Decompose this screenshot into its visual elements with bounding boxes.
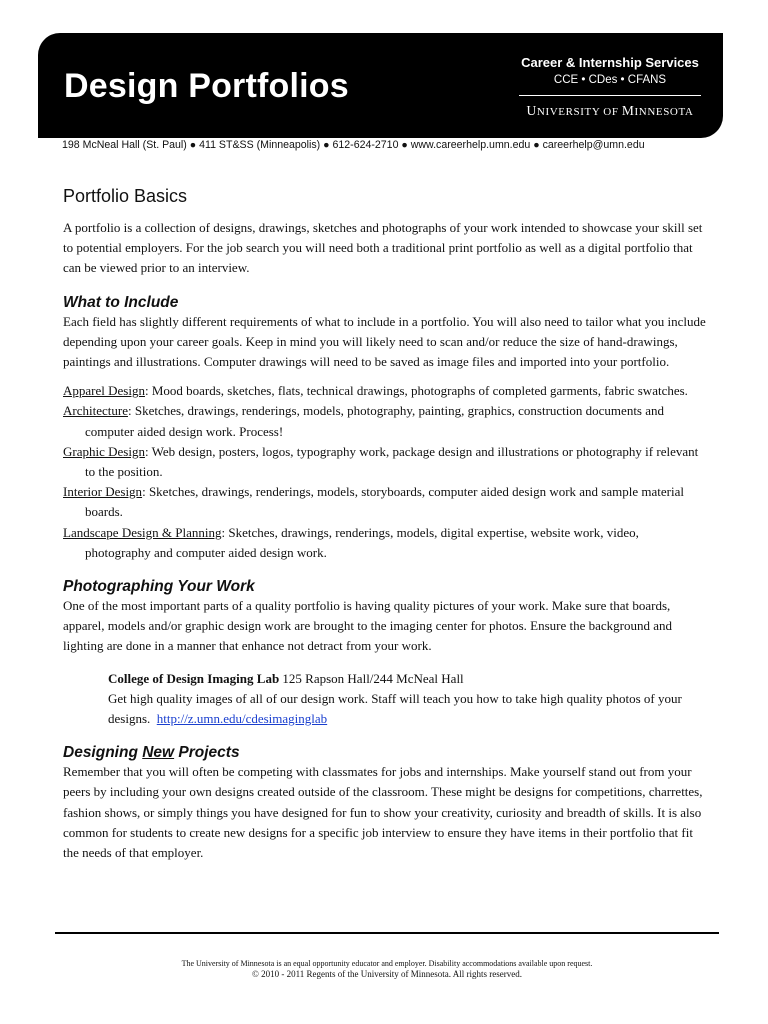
university-logotype: UNIVERSITY OF MINNESOTA xyxy=(526,103,694,118)
section-heading-include: What to Include xyxy=(63,293,179,311)
section-heading-photo: Photographing Your Work xyxy=(63,578,255,596)
college-list: CCE • CDes • CFANS xyxy=(553,74,667,86)
include-paragraph: Each field has slightly different requirements of what to include in a portfolio. You will also need to tailor what you include depending upon your career goals. Keep in mind you will likely need to scan and/or reduce the size of hand-drawings, paintings and illustrations. Computer drawings will need to be saved as image files and imported into your portfolio. xyxy=(63,313,706,370)
photo-paragraph: One of the most important parts of a quality portfolio is having quality pictures of your work. Make sure that boards, apparel, models and/or graphic design work are brought to the imaging center for photos. Ensure the background and lighting are done in a manner that enhance not detract from your work. xyxy=(63,598,673,654)
lab-name: College of Design Imaging Lab xyxy=(108,670,280,686)
imaging-lab-link[interactable]: http://z.umn.edu/cdesimaginglab xyxy=(156,711,328,727)
basics-paragraph: A portfolio is a collection of designs, drawings, sketches and photographs of your work intended to showcase your skill set to potential employers. For the job search you will need both a traditional print portfolio as well as a digital portfolio that can be viewed prior to an interview. xyxy=(63,220,703,276)
footer-copyright: © 2010 - 2011 Regents of the University of Minnesota. All rights reserved. xyxy=(252,969,522,979)
field-list xyxy=(63,381,706,563)
contact-line: 198 McNeal Hall (St. Paul) ● 411 ST&SS (Minneapolis) ● 612-624-2710 ● www.careerhelp.umn.edu ● careerhelp@umn.edu xyxy=(62,139,645,151)
lab-text: Get high quality images of all of our design work. Staff will teach you how to take high quality photos of your designs. xyxy=(108,690,682,727)
imaging-lab-block xyxy=(108,669,706,730)
list-item: Interior Design: Sketches, drawings, renderings, models, storyboards, computer aided design work and sample material boards. xyxy=(63,484,684,520)
header-banner xyxy=(38,33,723,138)
list-item: Apparel Design: Mood boards, sketches, flats, technical drawings, photographs of completed garments, fabric swatches. xyxy=(63,383,688,399)
org-block xyxy=(515,55,705,119)
lab-location: 125 Rapson Hall/244 McNeal Hall xyxy=(279,670,464,686)
footer xyxy=(55,958,719,980)
list-item: Architecture: Sketches, drawings, renderings, models, photography, painting, graphics, construction documents and computer aided design work. Process! xyxy=(63,403,665,439)
service-name: Career & Internship Services xyxy=(521,55,699,70)
section-heading-new-projects: Designing New Projects xyxy=(63,744,240,762)
header-divider xyxy=(519,95,701,96)
page-title: Design Portfolios xyxy=(64,67,349,105)
new-projects-paragraph: Remember that you will often be competing with classmates for jobs and internships. Make yourself stand out from your peers by including your own designs created outside of the classroom. These might be designs for competitions, charrettes, fashion shows, or simply things you have designed for fun to show your creativity, curiosity and breadth of skills. It is also common for students to create new designs for a specific job interview to ensure they have items in their portfolio that fit the needs of that employer. xyxy=(63,764,703,861)
main-content xyxy=(63,186,706,863)
footer-eeo: The University of Minnesota is an equal opportunity educator and employer. Disability accommodations available upon request. xyxy=(181,959,593,968)
section-heading-basics: Portfolio Basics xyxy=(63,186,188,206)
footer-divider xyxy=(55,932,719,934)
list-item: Graphic Design: Web design, posters, logos, typography work, package design and illustrations or photography if relevant to the position. xyxy=(63,443,699,480)
list-item: Landscape Design & Planning: Sketches, drawings, renderings, models, digital expertise, website work, video, photography and computer aided design work. xyxy=(63,524,639,560)
